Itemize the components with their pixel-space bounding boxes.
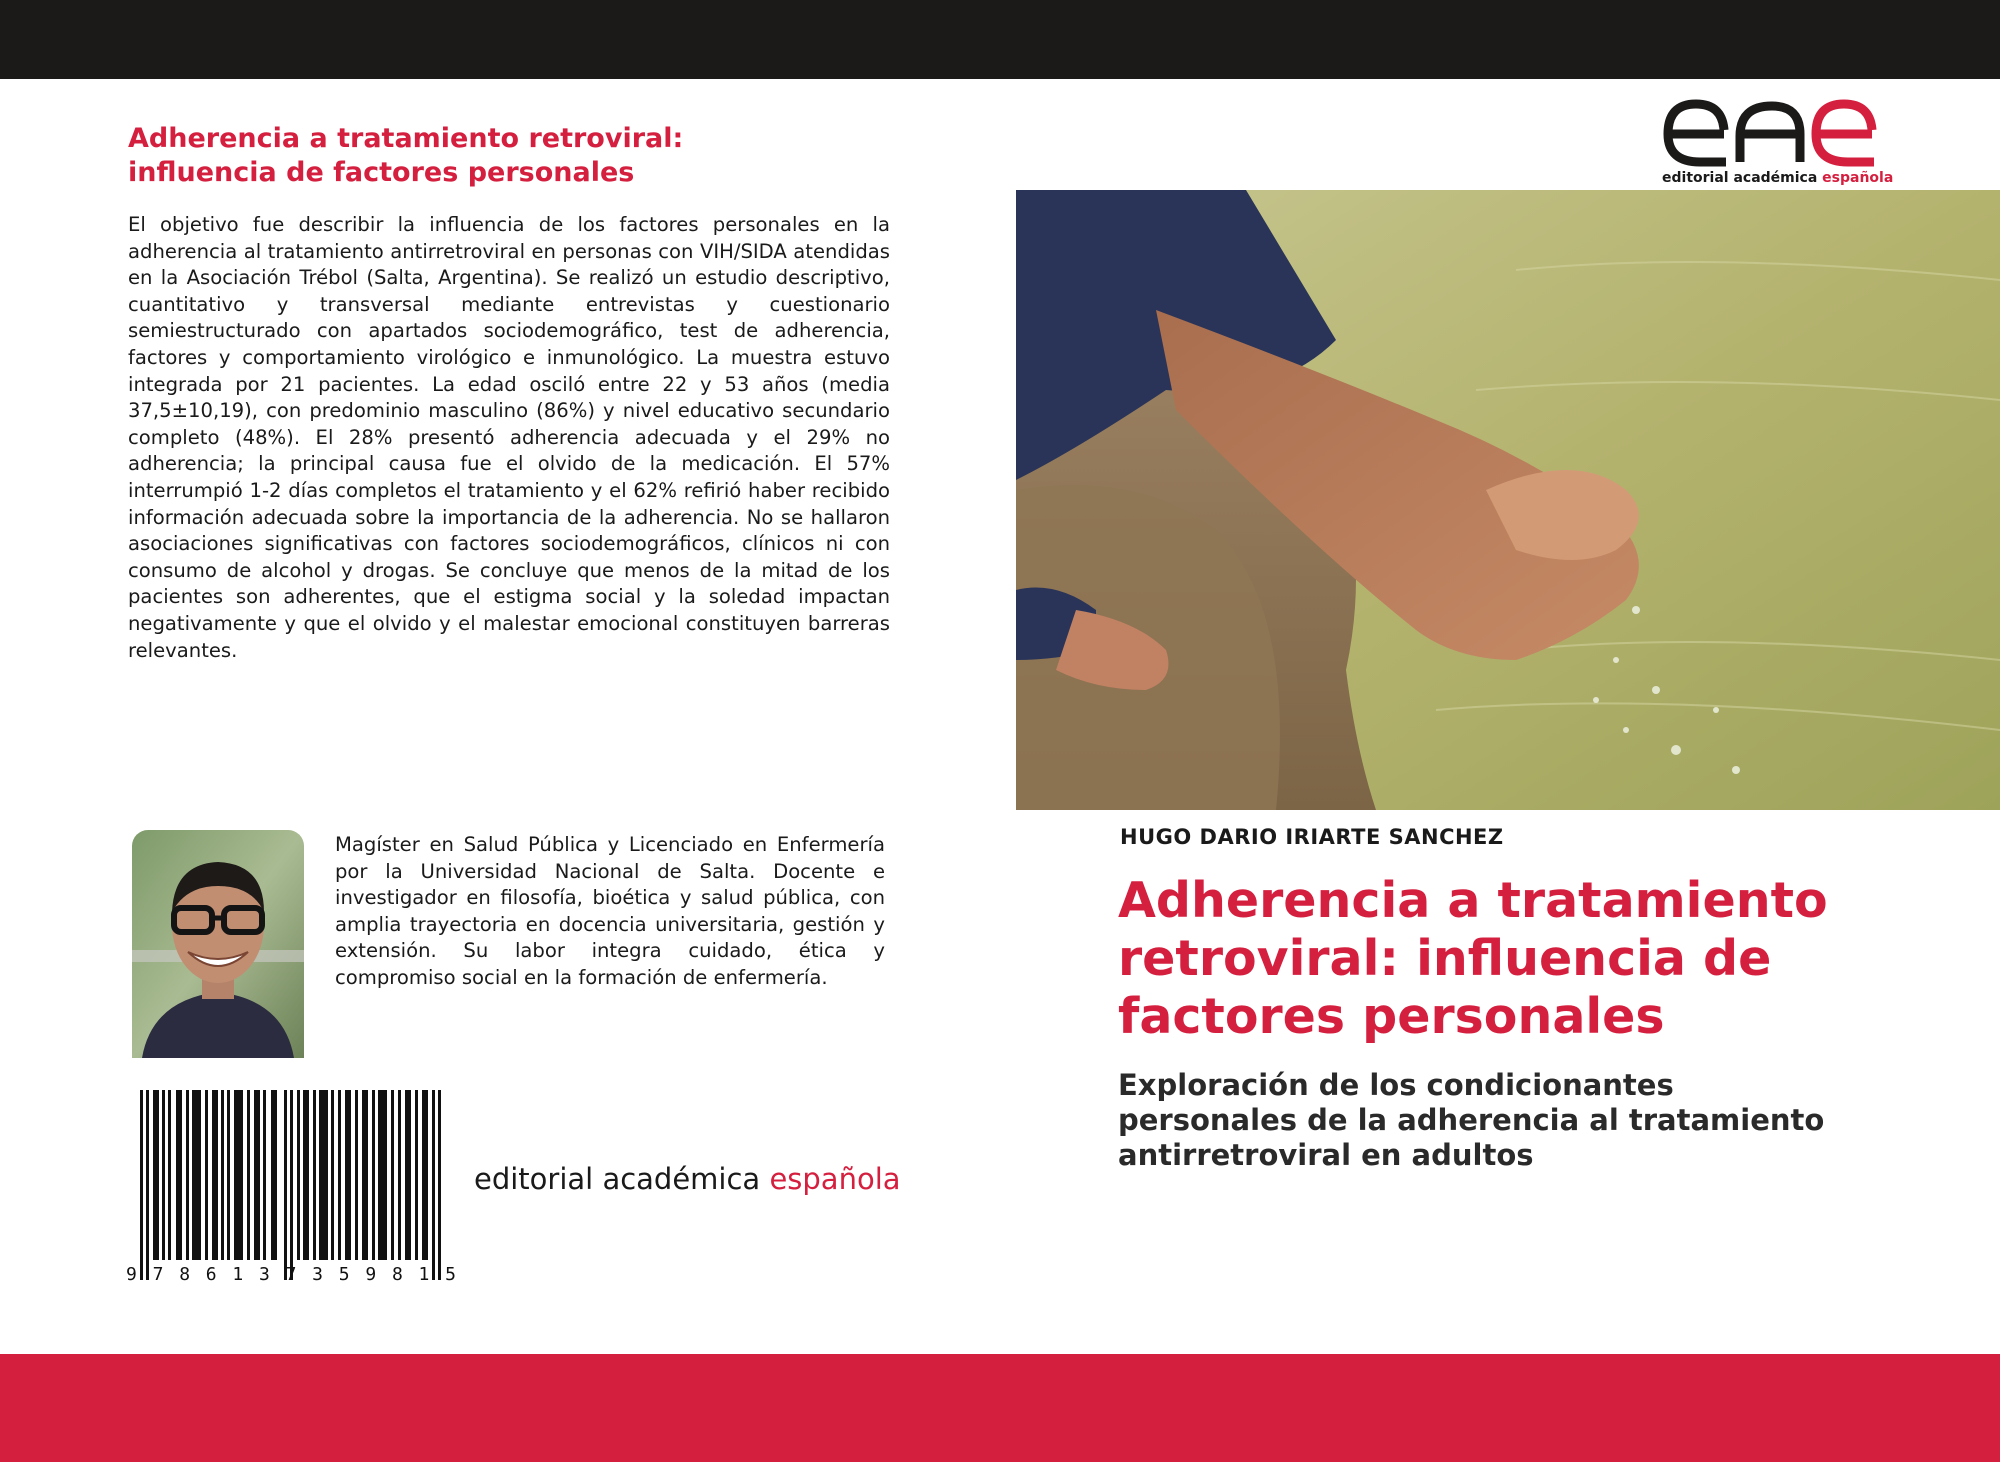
back-cover-title xyxy=(128,122,888,190)
front-title-line-3: factores personales xyxy=(1118,988,1665,1045)
back-title-line-2: influencia de factores personales xyxy=(128,157,635,188)
isbn-digit: 1 xyxy=(418,1264,430,1285)
isbn-number xyxy=(126,1264,456,1285)
isbn-digit: 6 xyxy=(205,1264,217,1285)
subtitle-line-2: personales de la adherencia al tratamiento xyxy=(1118,1103,1825,1137)
front-title-line-1: Adherencia a tratamiento xyxy=(1118,872,1828,929)
synopsis-text: El objetivo fue describir la influencia de los factores personales en la adherencia al tratamiento antirretroviral en personas con VIH/SIDA atendidas en la Asociación Trébol (Salta, Argentina). Se realizó un estudio descriptivo, cuantitativo y transversal mediante entrevistas y cuestionario semiestructurado con apartados sociodemográfico, test de adherencia, factores y comportamiento virológico e inmunológico. La muestra estuvo integrada por 21 pacientes. La edad osciló entre 22 y 53 años (media 37,5±10,19), con predominio masculino (86%) y nivel educativo secundario completo (48%). El 28% presentó adherencia adecuada y el 29% no adherencia; la principal causa fue el olvido de la medicación. El 57% interrumpió 1-2 días completos el tratamiento y el 62% refirió haber recibido información adecuada sobre la importancia de la adherencia. No se hallaron asociaciones significativas con factores sociodemográficos, clínicos ni con consumo de alcohol y drogas. Se concluye que menos de la mitad de los pacientes son adherentes, que el estigma social y la soledad impactan negativamente y que el olvido y el malestar emocional constituyen barreras relevantes. xyxy=(128,213,890,662)
subtitle-line-3: antirretroviral en adultos xyxy=(1118,1138,1534,1172)
isbn-digit: 3 xyxy=(258,1264,270,1285)
front-cover-subtitle xyxy=(1118,1068,1958,1173)
cover-image-hands-water xyxy=(1016,190,2000,810)
publisher-name-main: editorial académica xyxy=(474,1162,770,1196)
logo-caption-accent: española xyxy=(1822,170,1894,186)
isbn-digit: 8 xyxy=(391,1264,403,1285)
isbn-digit: 8 xyxy=(179,1264,191,1285)
top-band xyxy=(0,0,2000,79)
front-cover-title xyxy=(1118,872,1958,1046)
isbn-digit: 5 xyxy=(445,1264,456,1285)
isbn-digit: 5 xyxy=(338,1264,350,1285)
isbn-digit: 9 xyxy=(126,1264,137,1285)
logo-caption xyxy=(1662,170,1893,186)
bottom-band xyxy=(0,1354,2000,1462)
author-name: HUGO DARIO IRIARTE SANCHEZ xyxy=(1120,825,1504,849)
front-title-line-2: retroviral: influencia de xyxy=(1118,930,1772,987)
isbn-digit: 1 xyxy=(232,1264,244,1285)
publisher-name-accent: española xyxy=(769,1162,901,1196)
logo-caption-main: editorial académica xyxy=(1662,170,1823,186)
cover-photo xyxy=(1016,190,2000,810)
isbn-digit: 7 xyxy=(152,1264,164,1285)
isbn-digit: 9 xyxy=(365,1264,377,1285)
author-photo xyxy=(132,830,304,1058)
isbn-digit: 7 xyxy=(285,1264,297,1285)
isbn-digit: 3 xyxy=(312,1264,323,1285)
author-portrait-image xyxy=(132,830,304,1058)
subtitle-line-1: Exploración de los condicionantes xyxy=(1118,1068,1674,1102)
back-publisher-name xyxy=(474,1162,901,1196)
author-bio: Magíster en Salud Pública y Licenciado en Enfermería por la Universidad Nacional de Salta. Docente e investigador en filosofía, bioética y salud pública, con amplia trayectoria en docencia universitaria, gestión y extensión. Su labor integra cuidado, ética y compromiso social en la formación de enfermería. xyxy=(335,833,885,989)
barcode xyxy=(126,1090,456,1290)
back-title-line-1: Adherencia a tratamiento retroviral: xyxy=(128,123,684,154)
